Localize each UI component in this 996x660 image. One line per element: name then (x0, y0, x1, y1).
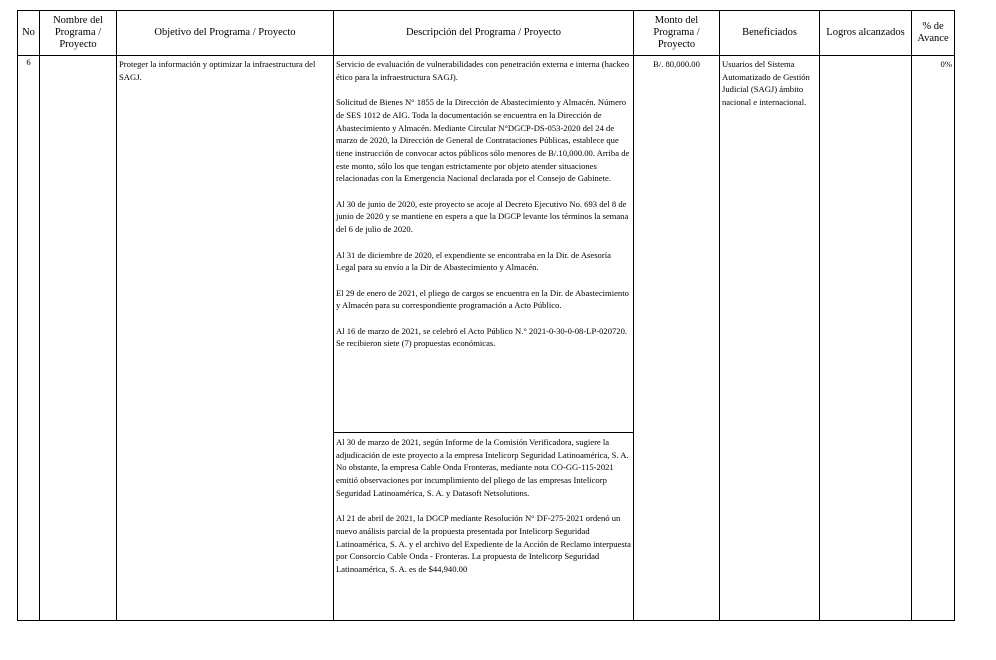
header-monto: Monto del Programa / Proyecto (634, 11, 720, 56)
cell-beneficiados: Usuarios del Sistema Automatizado de Gestión Judicial (SAGJ) ámbito nacional e internacional. (720, 56, 820, 621)
cell-logros (820, 56, 912, 621)
header-nombre: Nombre del Programa / Proyecto (40, 11, 117, 56)
cell-objetivo: Proteger la información y optimizar la infraestructura del SAGJ. (117, 56, 334, 621)
cell-avance: 0% (912, 56, 955, 621)
descripcion-paragraph: Servicio de evaluación de vulnerabilidades con penetración externa e interna (hackeo ético para la infraestructura SAGJ). (336, 59, 630, 82)
header-no: No (18, 11, 40, 56)
cell-descripcion (334, 56, 634, 621)
descripcion-paragraph: Al 16 de marzo de 2021, se celebró el Acto Público N.° 2021-0-30-0-08-LP-020720. Se recibieron siete (7) propuestas económicas. (336, 325, 628, 349)
descripcion-paragraph: Solicitud de Bienes N° 1855 de la Dirección de Abastecimiento y Almacén. Número de SES 1012 de AIG. Toda la documentación se encuentra en la Dirección de Abastecimiento y Almacén. Mediante Circular N°DGCP-DS-053-2020 del 24 de marzo de 2020, la Dirección de General de Contrataciones Públicas, establece que tiene instrucción de convocar actos públicos sólo menores de B/.10,000.00. Arriba de este monto, sólo los que tengan estrictamente por objeto atender situaciones relacionadas con la Emergencia Nacional declarada por el Consejo de Gabinete. (336, 97, 630, 184)
header-descripcion: Descripción del Programa / Proyecto (334, 11, 634, 56)
header-logros: Logros alcanzados (820, 11, 912, 56)
cell-monto: B/. 80,000.00 (634, 56, 720, 621)
cell-nombre (40, 56, 117, 621)
descripcion-paragraph: Al 21 de abril de 2021, la DGCP mediante Resolución N° DF-275-2021 ordenó un nuevo análisis parcial de la propuesta presentada por Intelicorp Seguridad Latinoamérica, S. A. y el archivo del Expediente de la Acción de Reclamo interpuesta por Consorcio Cable Onda - Fronteras. La propuesta de Intelicorp Seguridad Latinoamérica, S. A. es de $44,940.00 (336, 513, 631, 575)
header-objetivo: Objetivo del Programa / Proyecto (117, 11, 334, 56)
table-row (18, 56, 955, 621)
descripcion-paragraph: Al 30 de marzo de 2021, según Informe de la Comisión Verificadora, sugiere la adjudicación de este proyecto a la empresa Intelicorp Seguridad Latinoamérica, S. A. No obstante, la empresa Cable Onda Fronteras, mediante nota CO-GG-115-2021 emitió observaciones por incumplimiento del pliego de las empresas Intelicorp Seguridad Latinoamérica, S. A. y Datasoft Netsolutions. (336, 437, 629, 498)
cell-no: 6 (18, 56, 40, 621)
descripcion-paragraph: Al 30 de junio de 2020, este proyecto se acoje al Decreto Ejecutivo No. 693 del 8 de junio de 2020 y se mantiene en espera a que la DGCP levante los términos la semana del 6 de julio de 2020. (336, 198, 629, 235)
header-row (18, 11, 955, 56)
descripcion-paragraph: Al 31 de diciembre de 2020, el expendiente se encontraba en la Dir. de Asesoría Legal para su envío a la Dir de Abastecimiento y Almacén. (336, 249, 611, 273)
program-table (17, 10, 955, 621)
descripcion-block-1 (334, 56, 633, 433)
descripcion-block-2 (334, 433, 633, 590)
header-beneficiados: Beneficiados (720, 11, 820, 56)
header-avance: % de Avance (912, 11, 955, 56)
descripcion-paragraph: El 29 de enero de 2021, el pliego de cargos se encuentra en la Dir. de Abastecimiento y Almacén para su correspondiente programación a Acto Público. (336, 287, 629, 311)
